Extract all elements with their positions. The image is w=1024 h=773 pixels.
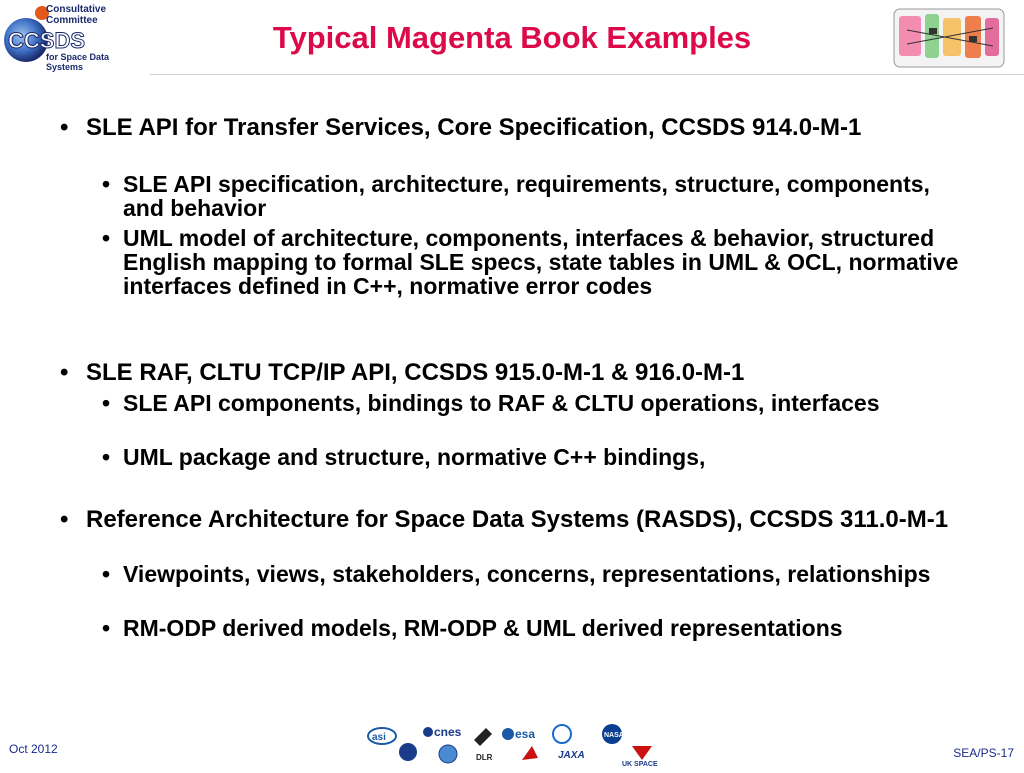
architecture-diagram-icon xyxy=(893,6,1005,70)
sub-bullet-text: SLE API components, bindings to RAF & CLTU operations, interfaces xyxy=(123,390,880,416)
bullet-text: Reference Architecture for Space Data Systems (RASDS), CCSDS 311.0-M-1 xyxy=(86,506,949,533)
svg-text:esa: esa xyxy=(515,727,536,741)
svg-text:asi: asi xyxy=(372,732,386,743)
sub-bullet-text: UML package and structure, normative C++ bindings, xyxy=(123,444,706,470)
footer-date: Oct 2012 xyxy=(9,742,58,756)
sub-bullet-text: RM-ODP derived models, RM-ODP & UML derived representations xyxy=(123,615,843,641)
bullet-item xyxy=(60,508,986,532)
sub-bullet-item xyxy=(102,616,963,640)
slide-title: Typical Magenta Book Examples xyxy=(272,20,752,55)
bullet-glyph: • xyxy=(60,506,69,533)
svg-text:UK SPACE: UK SPACE xyxy=(622,761,658,768)
bullet-glyph: • xyxy=(60,114,69,141)
sub-bullet-glyph: • xyxy=(102,444,111,470)
sub-bullet-glyph: • xyxy=(102,171,111,197)
sub-bullet-item xyxy=(102,445,963,469)
svg-text:cnes: cnes xyxy=(434,725,462,739)
svg-text:JAXA: JAXA xyxy=(558,750,585,761)
sub-bullet-text: SLE API specification, architecture, requirements, structure, components, and behavior xyxy=(123,171,930,221)
header-divider xyxy=(150,74,1024,75)
slide-header xyxy=(0,0,1024,78)
sub-bullet-glyph: • xyxy=(102,225,111,251)
bullet-text: SLE RAF, CLTU TCP/IP API, CCSDS 915.0-M-1 & 916.0-M-1 xyxy=(86,359,745,386)
bullet-item xyxy=(60,116,986,140)
sub-bullet-text: Viewpoints, views, stakeholders, concerns, representations, relationships xyxy=(123,561,931,587)
sub-bullet-item xyxy=(102,391,963,415)
sub-bullet-text: UML model of architecture, components, interfaces & behavior, structured English mapping to formal SLE specs, state tables in UML & OCL, normative interfaces defined in C++, normative error codes xyxy=(123,225,959,299)
svg-text:NASA: NASA xyxy=(604,732,624,739)
sub-bullet-item xyxy=(102,172,963,220)
bullet-text: SLE API for Transfer Services, Core Specification, CCSDS 914.0-M-1 xyxy=(86,114,862,141)
bullet-item xyxy=(60,361,986,385)
org-name-line3: for Space Data Systems xyxy=(46,52,110,72)
svg-text:CCSDS: CCSDS xyxy=(8,28,86,53)
svg-text:DLR: DLR xyxy=(476,753,493,762)
sub-bullet-glyph: • xyxy=(102,390,111,416)
bullet-glyph: • xyxy=(60,359,69,386)
footer-page-number: SEA/PS-17 xyxy=(953,746,1014,760)
sub-bullet-glyph: • xyxy=(102,615,111,641)
agency-logos-strip xyxy=(362,720,662,768)
org-name-line1: Consultative Committee xyxy=(46,4,107,26)
sub-bullet-item xyxy=(102,226,963,298)
sub-bullet-item xyxy=(102,562,963,586)
sub-bullet-glyph: • xyxy=(102,561,111,587)
